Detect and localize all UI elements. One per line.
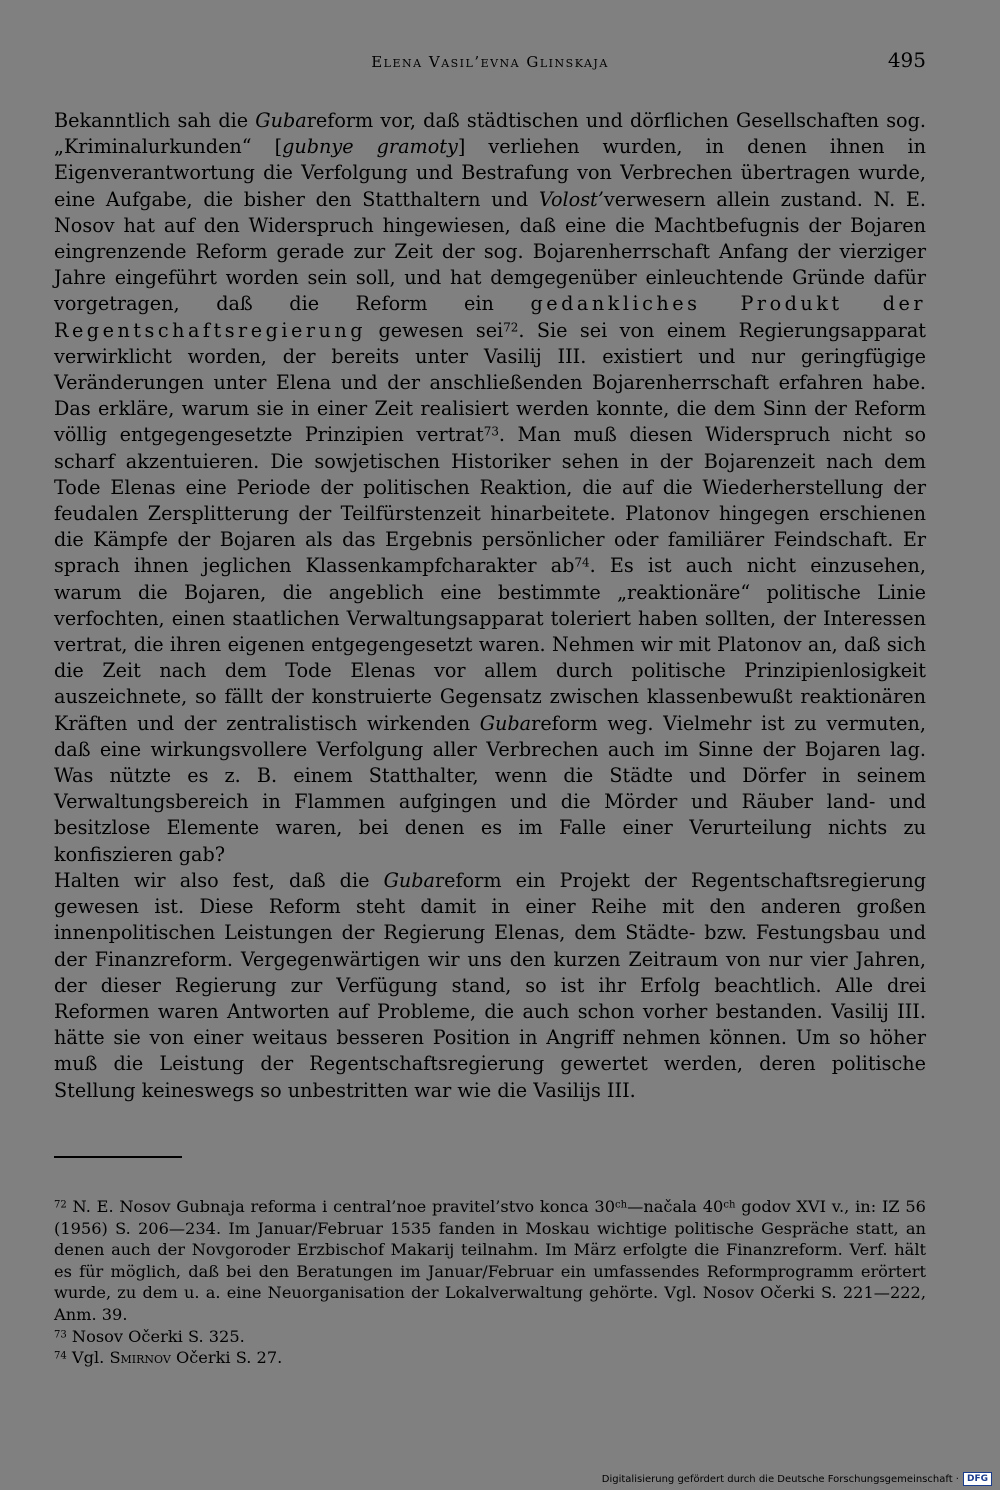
text-run: godov XVI v., in: IZ 56 (1956) S. 206—234. Im Januar/Februar 1535 fanden in Moskau wichtige politische Gespräche statt, an denen auch der Novgoroder Erzbischof Makarij teilnahm. Im März erfolgte die Finanzreform. Verf. hält es für möglich, daß bei den Beratungen im Januar/Februar ein umfassendes Reformprogramm erörtert wurde, zu dem u. a. eine Neuorganisation der Lokalverwaltung gehörte. Vgl. Nosov Očerki S. 221—222, Anm. 39. xyxy=(54,1197,926,1324)
text-run: reform weg. Vielmehr ist zu vermuten, daß eine wirkungsvollere Verfolgung aller Verbrechen auch im Sinne der Bojaren lag. Was nützte es z. B. einem Statthalter, wenn die Städte und Dörfer in seinem Verwaltungsbereich in Flammen aufgingen und die Mörder und Räuber land- und besitzlose Elemente waren, bei denen es im Falle einer Verurteilung nichts zu konfiszieren gab? xyxy=(54,711,926,866)
text-run: gewesen sei xyxy=(366,318,504,342)
digitization-footer xyxy=(602,1472,992,1486)
footnote-mark: 73 xyxy=(54,1329,67,1341)
text-run: —načala 40 xyxy=(627,1197,724,1216)
text-run: reform ein Projekt der Regentschaftsregierung gewesen ist. Diese Reform steht damit in einer Reihe mit den anderen großen innenpolitischen Leistungen der Regierung Elenas, dem Städte- bzw. Festungsbau und der Finanzreform. Vergegenwärtigen wir uns den kurzen Zeitraum von nur vier Jahren, der dieser Regierung zur Verfügung stand, so ist ihr Erfolg beachtlich. Alle drei Reformen waren Antworten auf Probleme, die auch schon vorher bestanden. Vasilij III. hätte sie von einer weitaus besseren Position in Angriff nehmen können. Um so höher muß die Leistung der Regentschaftsregierung gewertet werden, deren politische Stellung keineswegs so unbestritten war wie die Vasilijs III. xyxy=(54,868,926,1102)
footnote-72 xyxy=(54,1196,926,1326)
footnote-mark: 72 xyxy=(54,1199,67,1211)
running-title: Elena Vasil’evna Glinskaja xyxy=(371,53,609,71)
paragraph xyxy=(54,868,926,1104)
text-run: reform vor, daß städtischen und dörflichen Gesellschaften sog. „Kriminalurkunden“ [ xyxy=(54,109,926,159)
italic-term: gubnye gramoty xyxy=(282,135,458,159)
text-run: . Man muß diesen Widerspruch nicht so scharf akzentuieren. Die sowjetischen Historiker sehen in der Bojarenzeit nach dem Tode Elenas eine Periode der politischen Reaktion, die auf die Wiederherstellung der feudalen Zersplitterung der Teilfürstenzeit hinarbeitete. Platonov hingegen erschienen die Kämpfe der Bojaren als das Ergebnis persönlicher oder familiärer Feindschaft. Er sprach ihnen jeglichen Klassenkampfcharakter ab xyxy=(54,423,926,578)
italic-term: Guba xyxy=(255,109,307,132)
footnote-ref-73: 73 xyxy=(483,425,499,440)
italic-term: Guba xyxy=(383,868,435,892)
text-run: Očerki S. 27. xyxy=(170,1348,283,1368)
text-run: verwesern allein zustand. N. E. Nosov hat auf den Widerspruch hingewiesen, daß eine die Machtbefugnis der Bojaren eingrenzende Reform gerade zur Zeit der sog. Bojarenherrschaft Anfang der vierziger Jahre eingeführt worden sein soll, und hat demgegenüber einleuchtende Gründe dafür vorgetragen, daß die Reform ein xyxy=(54,187,926,316)
text-run: . Sie sei von einem Regierungsapparat verwirklicht worden, der bereits unter Vasilij III. existiert und nur geringfügige Veränderungen unter Elena und der anschließenden Bojarenherrschaft erfahren habe. Das erkläre, warum sie in einer Zeit realisiert werden konnte, die dem Sinn der Reform völlig entgegengesetzte Prinzipien vertrat xyxy=(54,318,927,447)
paragraph xyxy=(54,108,926,868)
footnotes xyxy=(54,1196,926,1369)
footnote-73 xyxy=(54,1326,926,1348)
footnote-rule xyxy=(54,1156,182,1158)
text-run: Halten wir also fest, daß die xyxy=(54,868,384,892)
text-run: Vgl. xyxy=(66,1348,110,1368)
text-run: . Es ist auch nicht einzusehen, warum die Bojaren, die angeblich eine bestimmte „reaktionäre“ politische Linie verfochten, einen staatlichen Verwaltungsapparat toleriert haben sollten, der Interessen vertrat, die ihren eigenen entgegengesetzt waren. Nehmen wir mit Platonov an, daß sich die Zeit nach dem Tode Elenas vor allem durch politische Prinzipienlosigkeit auszeichnete, so fällt der konstruierte Gegensatz zwischen klassenbewußt reaktionären Kräften und der zentralistisch wirkenden xyxy=(54,554,926,735)
text-run: Nosov Očerki S. 325. xyxy=(66,1326,245,1346)
text-run: ] verliehen wurden, in denen ihnen in Eigenverantwortung die Verfolgung und Bestrafung von Verbrechen übertragen wurde, eine Aufgabe, die bisher den Statthaltern und xyxy=(54,135,927,211)
body-text xyxy=(54,108,926,1104)
footnote-74 xyxy=(54,1347,926,1369)
text-run: Bekanntlich sah die xyxy=(54,109,256,132)
page-header xyxy=(54,48,926,78)
page-number: 495 xyxy=(887,48,926,72)
footnote-ref-72: 72 xyxy=(503,320,519,335)
italic-term: Volost’ xyxy=(538,187,604,211)
text-run: N. E. Nosov Gubnaja reforma i central’noe pravitel’stvo konca 30 xyxy=(66,1197,616,1216)
superscript: ch xyxy=(615,1199,628,1211)
footnote-ref-74: 74 xyxy=(574,556,590,571)
dfg-logo: DFG xyxy=(963,1472,992,1486)
author-name: Smirnov xyxy=(109,1348,171,1368)
superscript: ch xyxy=(723,1199,736,1211)
footer-credit: Digitalisierung gefördert durch die Deutsche Forschungsgemeinschaft · xyxy=(601,1473,959,1485)
italic-term: Guba xyxy=(479,711,532,735)
footnote-mark: 74 xyxy=(54,1350,67,1362)
spaced-emphasis: gedankliches Produkt der Regentschaftsregierung xyxy=(54,292,926,342)
